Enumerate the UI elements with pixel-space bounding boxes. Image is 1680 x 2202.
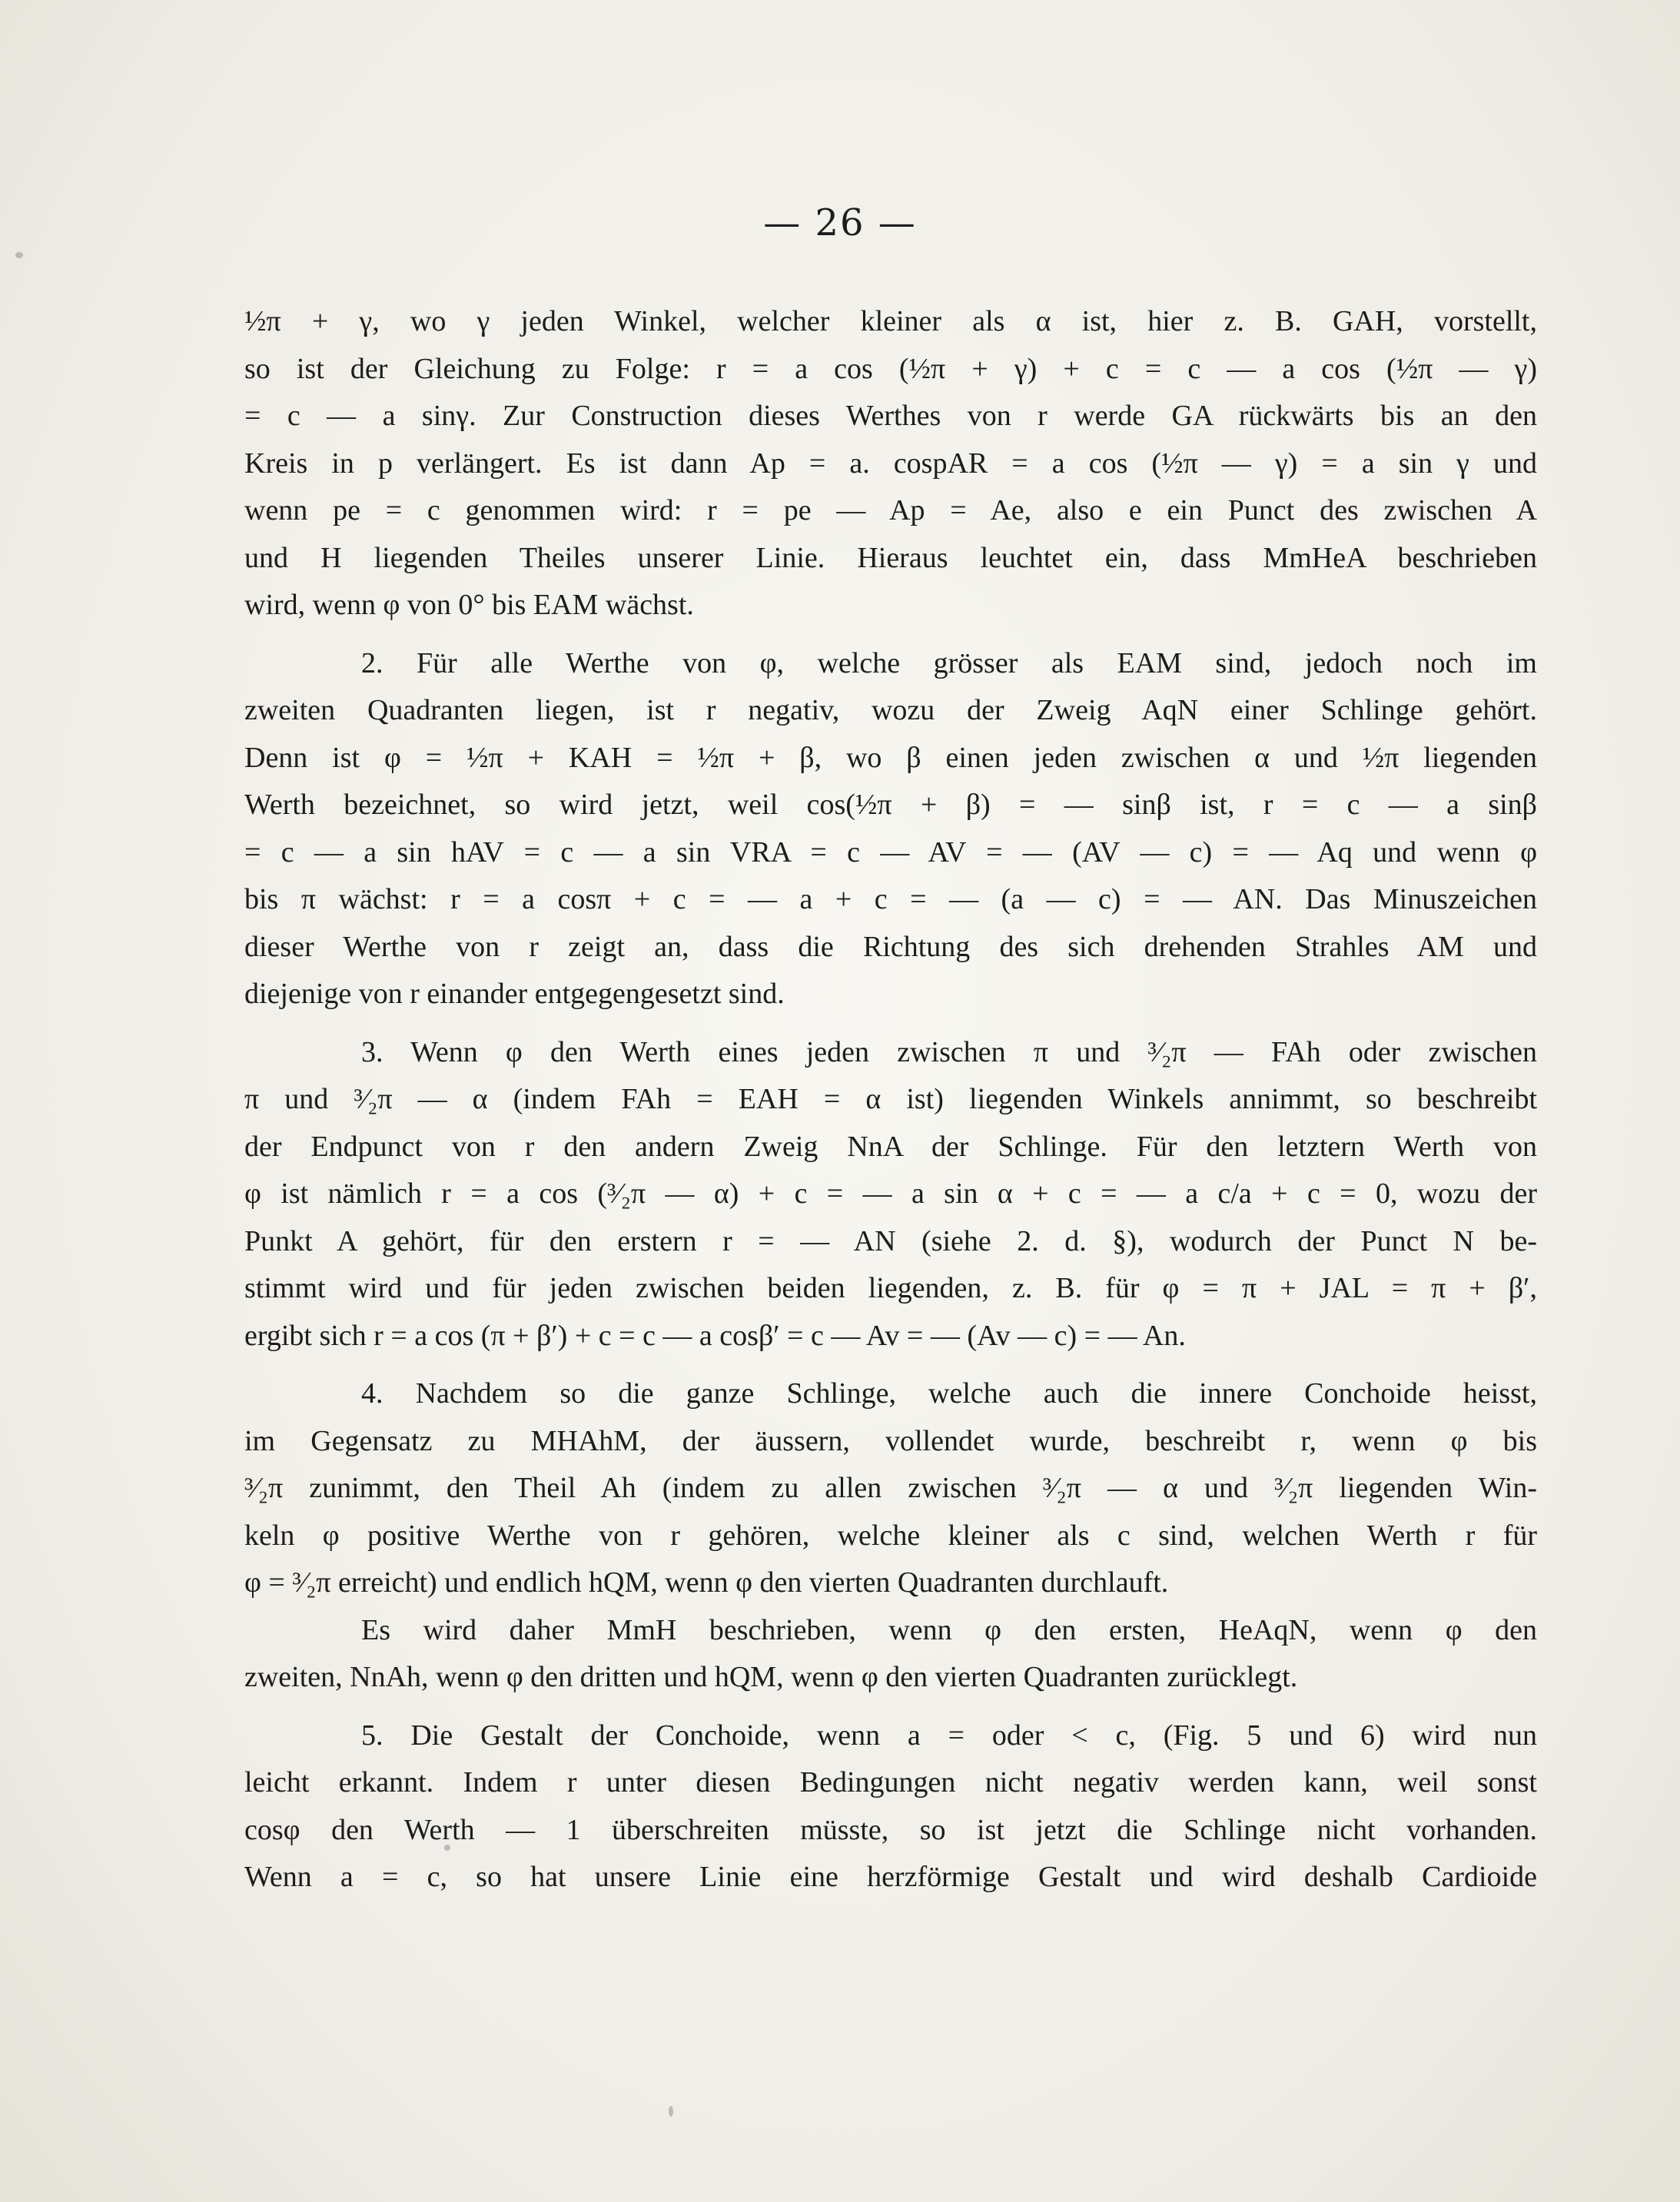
text-line: leicht erkannt. Indem r unter diesen Bedingungen nicht negativ werden kann, weil sonst	[244, 1766, 1537, 1798]
text-line: ergibt sich r = a cos (π + β′) + c = c — a cosβ′ = c — Av = — (Av — c) = — An.	[244, 1319, 1186, 1352]
text-line: φ ist nämlich r = a cos (³⁄₂π — α) + c = — a sin α + c = — a c/a + c = 0, wozu der	[244, 1177, 1537, 1210]
text-line: der Endpunct von r den andern Zweig NnA der Schlinge. Für den letztern Werth von	[244, 1130, 1537, 1163]
text-line: 3. Wenn φ den Werth eines jeden zwischen π und ³⁄₂π — FAh oder zwischen	[361, 1035, 1537, 1068]
text-line: diejenige von r einander entgegengesetzt sind.	[244, 978, 785, 1010]
text-line: so ist der Gleichung zu Folge: r = a cos (½π + γ) + c = c — a cos (½π — γ)	[244, 352, 1537, 385]
text-line: φ = ³⁄₂π erreicht) und endlich hQM, wenn φ den vierten Quadranten durchlauft.	[244, 1566, 1169, 1599]
text-line: Werth bezeichnet, so wird jetzt, weil cos(½π + β) = — sinβ ist, r = c — a sinβ	[244, 789, 1537, 821]
body-text	[244, 298, 1537, 1901]
text-line: = c — a sin hAV = c — a sin VRA = c — AV = — (AV — c) = — Aq und wenn φ	[244, 835, 1537, 869]
text-line: 4. Nachdem so die ganze Schlinge, welche auch die innere Conchoide heisst,	[361, 1377, 1537, 1410]
text-line: dieser Werthe von r zeigt an, dass die Richtung des sich drehenden Strahles AM und	[244, 930, 1537, 963]
text-line: 2. Für alle Werthe von φ, welche grösser als EAM sind, jedoch noch im	[361, 646, 1537, 679]
text-line: wird, wenn φ von 0° bis EAM wächst.	[244, 589, 694, 621]
text-line: Kreis in p verlängert. Es ist dann Ap = a. cospAR = a cos (½π — γ) = a sin γ und	[244, 447, 1537, 480]
text-line: zweiten, NnAh, wenn φ den dritten und hQM, wenn φ den vierten Quadranten zurücklegt.	[244, 1661, 1298, 1693]
text-line: Es wird daher MmH beschrieben, wenn φ den ersten, HeAqN, wenn φ den	[361, 1613, 1537, 1646]
text-line: Punkt A gehört, für den erstern r = — AN (siehe 2. d. §), wodurch der Punct N be-	[244, 1224, 1537, 1257]
text-line: ³⁄₂π zunimmt, den Theil Ah (indem zu allen zwischen ³⁄₂π — α und ³⁄₂π liegenden Win-	[244, 1472, 1537, 1504]
text-line: keln φ positive Werthe von r gehören, welche kleiner als c sind, welchen Werth r für	[244, 1519, 1537, 1552]
paper-speck	[15, 252, 23, 258]
page-number: — 26 —	[763, 201, 917, 244]
text-line: stimmt wird und für jeden zwischen beiden liegenden, z. B. für φ = π + JAL = π + β′,	[244, 1272, 1537, 1304]
text-line: Wenn a = c, so hat unsere Linie eine herzförmige Gestalt und wird deshalb Cardioide	[244, 1861, 1537, 1893]
text-line: = c — a sinγ. Zur Construction dieses Werthes von r werde GA rückwärts bis an den	[244, 400, 1537, 432]
text-line: im Gegensatz zu MHAhM, der äussern, vollendet wurde, beschreibt r, wenn φ bis	[244, 1424, 1537, 1457]
text-line: zweiten Quadranten liegen, ist r negativ, wozu der Zweig AqN einer Schlinge gehört.	[244, 694, 1537, 726]
text-line: π und ³⁄₂π — α (indem FAh = EAH = α ist) liegenden Winkels annimmt, so beschreibt	[244, 1083, 1537, 1115]
text-line: wenn pe = c genommen wird: r = pe — Ap = Ae, also e ein Punct des zwischen A	[244, 494, 1537, 526]
text-line: bis π wächst: r = a cosπ + c = — a + c = — (a — c) = — AN. Das Minuszeichen	[244, 883, 1537, 915]
text-line: 5. Die Gestalt der Conchoide, wenn a = oder < c, (Fig. 5 und 6) wird nun	[361, 1719, 1537, 1752]
text-line: und H liegenden Theiles unserer Linie. Hieraus leuchtet ein, dass MmHeA beschrieben	[244, 541, 1537, 574]
text-line: cosφ den Werth — 1 überschreiten müsste, so ist jetzt die Schlinge nicht vorhanden.	[244, 1813, 1537, 1846]
paper-speck	[669, 2106, 673, 2117]
text-line: ½π + γ, wo γ jeden Winkel, welcher kleiner als α ist, hier z. B. GAH, vorstellt,	[244, 305, 1537, 337]
text-line: Denn ist φ = ½π + KAH = ½π + β, wo β einen jeden zwischen α und ½π liegenden	[244, 741, 1537, 774]
